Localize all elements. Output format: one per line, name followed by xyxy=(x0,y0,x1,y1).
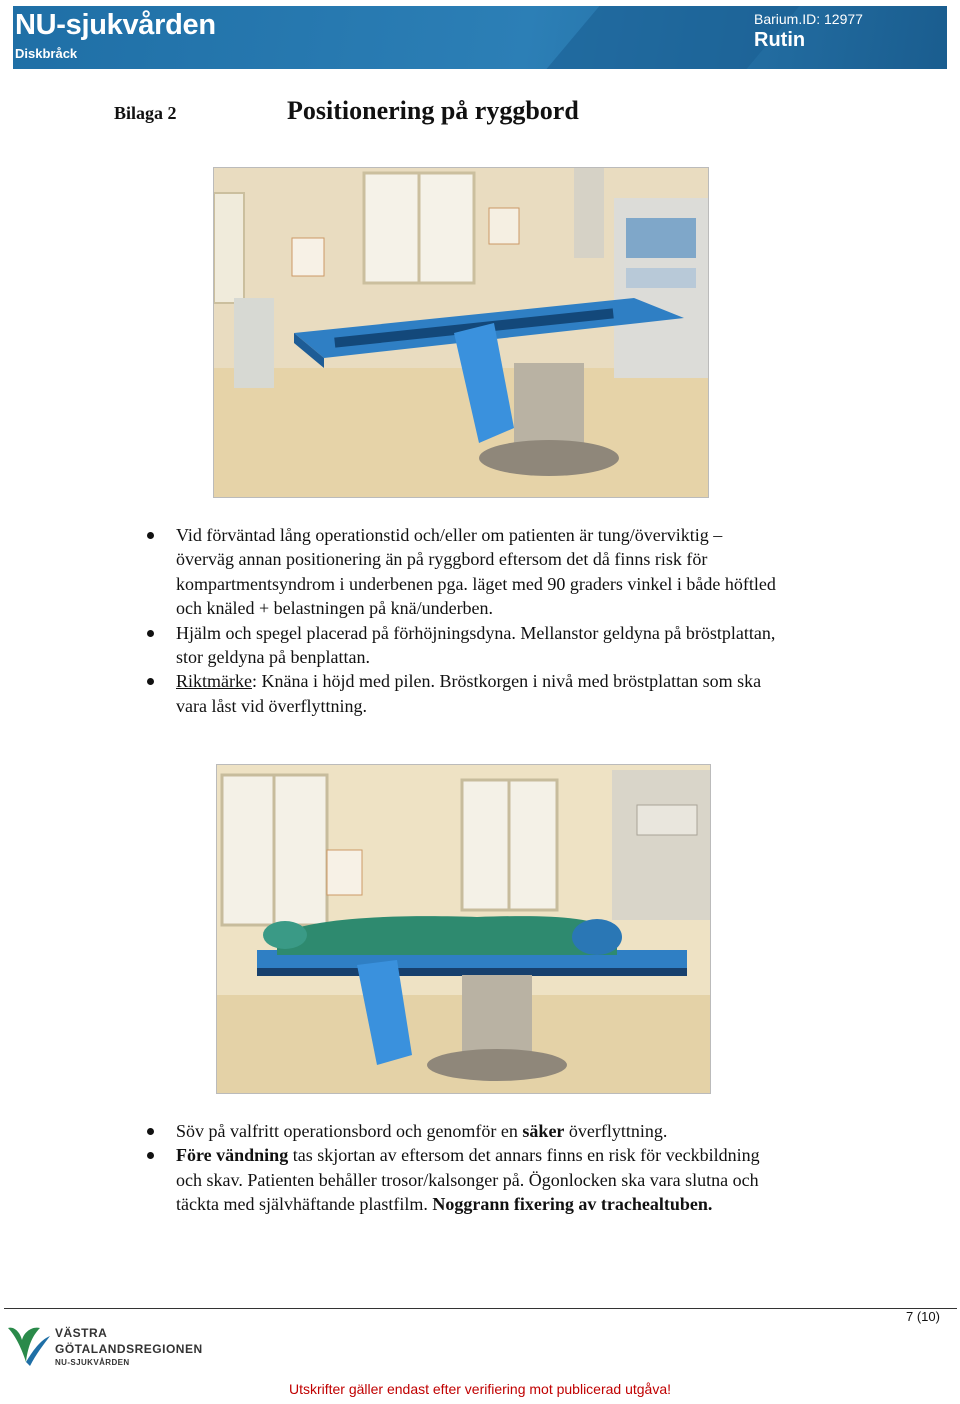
document-id: Barium.ID: 12977 xyxy=(754,11,863,27)
emphasis-text: Före vändning xyxy=(176,1145,289,1166)
page-title: Positionering på ryggbord xyxy=(287,96,579,125)
positioning-instructions-list xyxy=(176,523,776,718)
footer-divider xyxy=(4,1308,957,1309)
reference-mark-label: Riktmärke xyxy=(176,671,252,692)
list-item xyxy=(176,1119,776,1143)
photo-operating-table-empty xyxy=(213,167,709,498)
text-segment: överflyttning. xyxy=(564,1121,668,1141)
text-segment: tas skjortan av eftersom det annars finns en risk för veckbildning och skav. Patienten behåller trosor/kalsonger på. Ögonlocken ska vara slutna och täckta med självhäftande plastfilm. xyxy=(176,1145,760,1215)
logo-line-3: NU-SJUKVÅRDEN xyxy=(55,1358,130,1367)
emphasis-text: Noggrann fixering av trachealtuben. xyxy=(432,1194,713,1215)
logo-line-2: GÖTALANDSREGIONEN xyxy=(55,1342,203,1356)
vgr-logo-icon xyxy=(6,1322,52,1368)
print-disclaimer: Utskrifter gäller endast efter verifiering mot publicerad utgåva! xyxy=(288,1381,672,1397)
text-segment: Söv på valfritt operationsbord och genomför en xyxy=(176,1121,523,1141)
list-item: Vid förväntad lång operationstid och/eller om patienten är tung/överviktig – överväg annan positionering än på ryggbord eftersom det då finns risk för kompartmentsyndrom i underbenen pga. läget med 90 graders vinkel i både höftled och knäled + belastningen på knä/underben. xyxy=(176,523,776,621)
emphasis-text: säker xyxy=(522,1121,565,1141)
photo-patient-positioned xyxy=(216,764,711,1094)
document-subject: Diskbråck xyxy=(15,46,78,61)
list-item xyxy=(176,669,776,718)
organization-logo xyxy=(6,1322,236,1372)
transfer-instructions-list xyxy=(176,1119,776,1217)
header-banner xyxy=(13,6,947,69)
document-type: Rutin xyxy=(754,29,806,51)
list-item xyxy=(176,1143,776,1216)
list-item: Hjälm och spegel placerad på förhöjningsdyna. Mellanstor geldyna på bröstplattan, stor geldyna på benplattan. xyxy=(176,621,776,670)
org-name: NU-sjukvården xyxy=(15,9,216,41)
appendix-label: Bilaga 2 xyxy=(114,103,177,123)
page-number: 7 (10) xyxy=(906,1309,940,1324)
logo-line-1: VÄSTRA xyxy=(55,1326,108,1340)
reference-mark-text: : Knäna i höjd med pilen. Bröstkorgen i nivå med bröstplattan som ska vara låst vid överflyttning. xyxy=(176,671,762,716)
